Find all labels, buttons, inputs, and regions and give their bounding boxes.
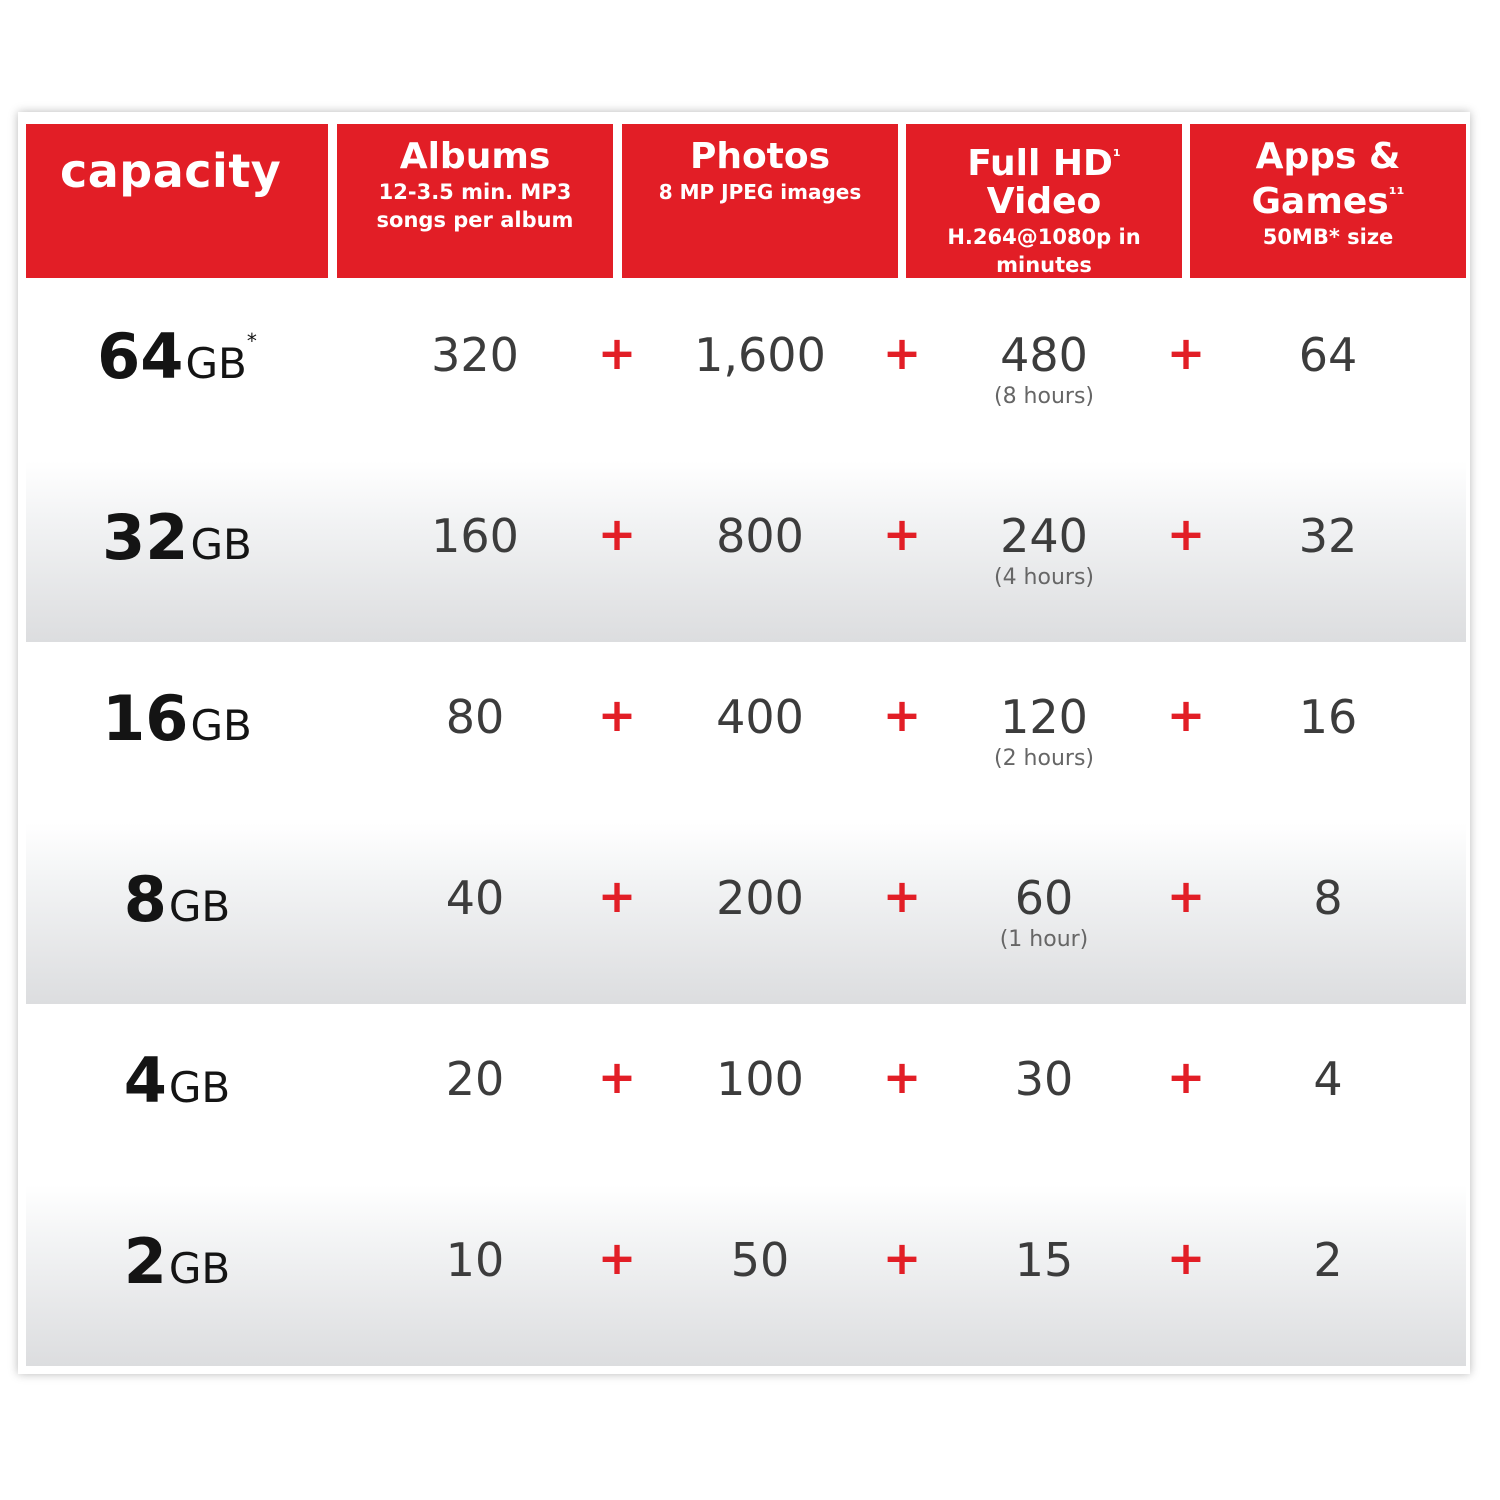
video-value: 240 — [1000, 509, 1088, 563]
capacity-number: 8 — [123, 863, 167, 936]
plus-separator: + — [882, 326, 922, 380]
video-duration-note: (4 hours) — [993, 565, 1094, 590]
capacity-unit: GB — [190, 701, 252, 750]
photos-value: 400 — [716, 690, 804, 744]
capacity-unit: GB — [168, 1244, 231, 1293]
capacity-number: 16 — [102, 682, 189, 755]
capacity-unit: GB — [168, 882, 231, 931]
capacity-value — [26, 682, 328, 755]
plus-separator: + — [597, 1050, 637, 1104]
apps-value: 64 — [1298, 328, 1358, 382]
apps-value: 4 — [1313, 1052, 1343, 1106]
capacity-value — [26, 320, 328, 393]
albums-value: 10 — [445, 1233, 505, 1287]
header-albums-title: Albums — [399, 136, 551, 177]
photos-value: 200 — [716, 871, 804, 925]
plus-separator: + — [882, 507, 922, 561]
photos-value: 1,600 — [694, 328, 826, 382]
header-apps-title-line1: Apps & — [1255, 136, 1401, 177]
albums-value: 20 — [445, 1052, 505, 1106]
header-video-footnote-mark: ¹ — [1112, 146, 1121, 167]
table-row — [26, 823, 1466, 1004]
header-albums-subtitle: 12-3.5 min. MP3 songs per album — [376, 180, 574, 232]
video-value: 480 — [1000, 328, 1088, 382]
video-duration-note: (8 hours) — [993, 384, 1094, 409]
apps-value: 16 — [1298, 690, 1358, 744]
capacity-unit: GB — [190, 520, 252, 569]
plus-separator: + — [882, 869, 922, 923]
header-video-title — [906, 138, 1182, 221]
plus-separator: + — [597, 688, 637, 742]
apps-value: 8 — [1313, 871, 1343, 925]
plus-separator: + — [1166, 1231, 1206, 1285]
video-value: 30 — [1014, 1052, 1074, 1106]
photos-value: 800 — [716, 509, 804, 563]
capacity-table — [18, 112, 1470, 1374]
apps-value: 2 — [1313, 1233, 1343, 1287]
apps-value: 32 — [1298, 509, 1358, 563]
plus-separator: + — [597, 869, 637, 923]
photos-value: 50 — [730, 1233, 790, 1287]
plus-separator: + — [1166, 1050, 1206, 1104]
header-photos-subtitle: 8 MP JPEG images — [658, 180, 862, 204]
plus-separator: + — [1166, 869, 1206, 923]
header-video-title-line1: Full HD — [967, 143, 1113, 184]
photos-value: 100 — [716, 1052, 804, 1106]
capacity-value — [26, 501, 328, 574]
capacity-value — [26, 1225, 328, 1298]
header-video-title-line2: Video — [986, 181, 1102, 222]
table-row — [26, 642, 1466, 823]
plus-separator: + — [882, 1231, 922, 1285]
video-value: 60 — [1014, 871, 1074, 925]
albums-value: 40 — [445, 871, 505, 925]
video-value: 15 — [1014, 1233, 1074, 1287]
header-capacity-label: capacity — [60, 144, 282, 198]
header-video-subtitle: H.264@1080p in minutes — [947, 225, 1141, 277]
capacity-number: 4 — [123, 1044, 167, 1117]
plus-separator: + — [597, 1231, 637, 1285]
header-apps-title — [1190, 138, 1466, 221]
plus-separator: + — [597, 326, 637, 380]
plus-separator: + — [1166, 326, 1206, 380]
video-value: 120 — [1000, 690, 1088, 744]
table-row — [26, 280, 1466, 461]
albums-value: 320 — [431, 328, 519, 382]
capacity-number: 64 — [97, 320, 184, 393]
capacity-unit: GB — [168, 1063, 231, 1112]
header-capacity — [26, 124, 328, 278]
header-apps-title-line2: Games — [1251, 181, 1389, 222]
table-row — [26, 1185, 1466, 1366]
video-duration-note: (2 hours) — [993, 746, 1094, 771]
plus-separator: + — [597, 507, 637, 561]
header-apps — [1190, 124, 1466, 278]
capacity-footnote-mark: * — [246, 329, 257, 353]
capacity-unit: GB — [185, 339, 247, 388]
albums-value: 80 — [445, 690, 505, 744]
header-apps-subtitle: 50MB* size — [1262, 225, 1394, 249]
plus-separator: + — [882, 688, 922, 742]
header-photos-title: Photos — [689, 136, 831, 177]
video-duration-note: (1 hour) — [999, 927, 1089, 952]
capacity-number: 32 — [102, 501, 189, 574]
plus-separator: + — [1166, 507, 1206, 561]
header-photos — [622, 124, 898, 278]
capacity-number: 2 — [123, 1225, 167, 1298]
plus-separator: + — [1166, 688, 1206, 742]
header-albums — [337, 124, 613, 278]
plus-separator: + — [882, 1050, 922, 1104]
table-row — [26, 461, 1466, 642]
capacity-value — [26, 863, 328, 936]
table-row — [26, 1004, 1466, 1185]
table-header — [26, 124, 1466, 282]
albums-value: 160 — [431, 509, 519, 563]
header-apps-footnote-mark: ¹¹ — [1388, 184, 1405, 205]
header-video — [906, 124, 1182, 278]
capacity-value — [26, 1044, 328, 1117]
